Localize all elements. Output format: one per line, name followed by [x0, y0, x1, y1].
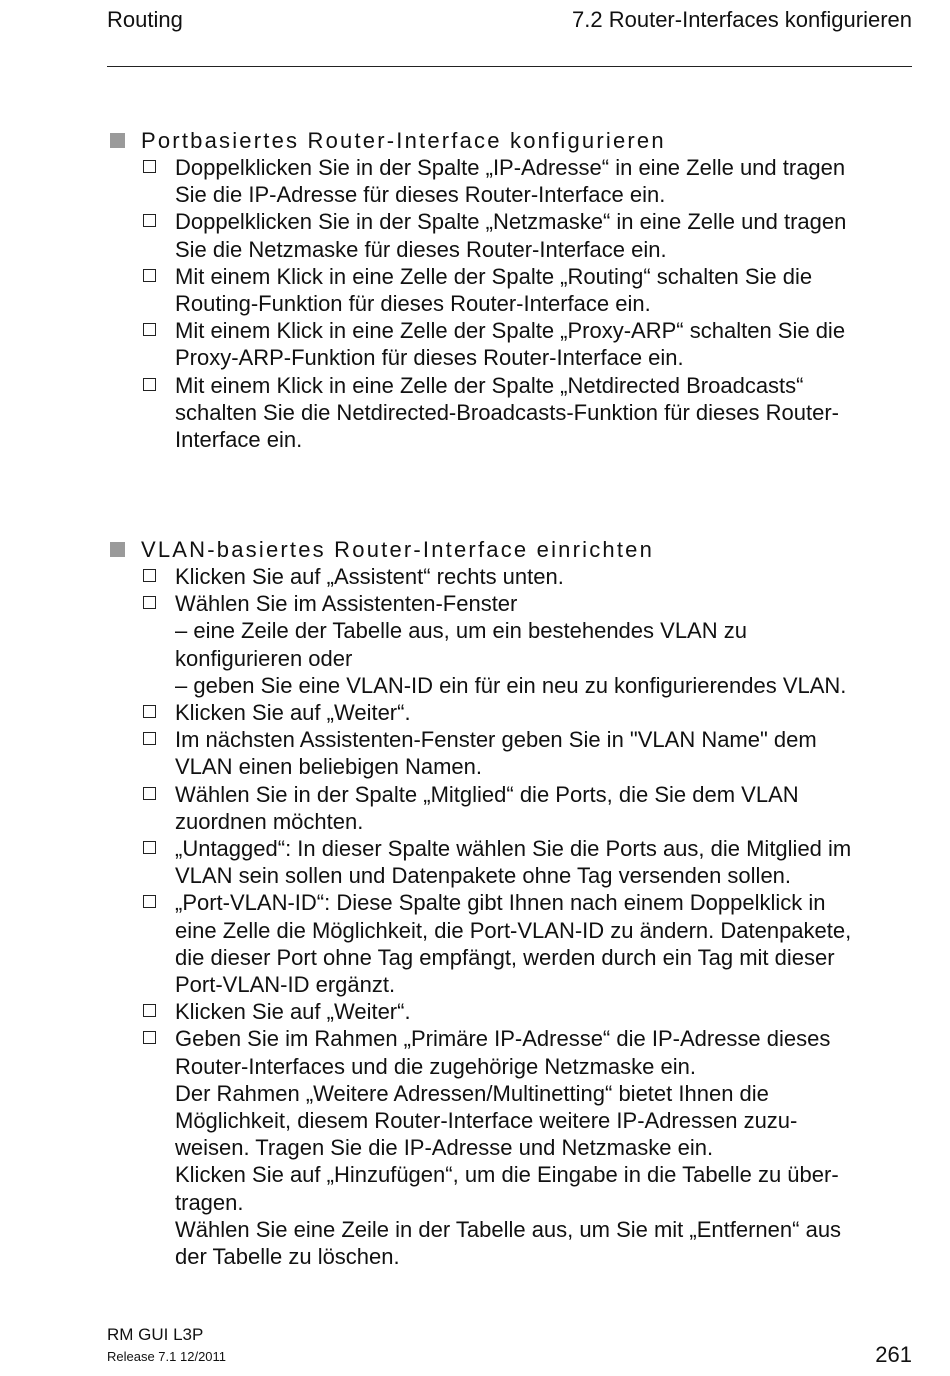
step-item [110, 590, 915, 699]
step-text-line: Doppelklicken Sie in der Spalte „IP-Adresse“ in eine Zelle und tragen [175, 155, 846, 180]
checkbox-bullet-icon [143, 596, 156, 609]
step-text-line: Sie die IP-Adresse für dieses Router-Interface ein. [175, 182, 666, 208]
step-text-line: „Untagged“: In dieser Spalte wählen Sie die Ports aus, die Mitglied im [175, 836, 852, 862]
checkbox-bullet-icon [143, 160, 156, 173]
step-text-line: Wählen Sie eine Zeile in der Tabelle aus, um Sie mit „Entfernen“ aus [175, 1216, 842, 1242]
step-text-line: tragen. [175, 1189, 244, 1215]
step-text-line: eine Zelle die Möglichkeit, die Port-VLAN-ID zu ändern. Datenpakete, [175, 917, 852, 943]
section-bullet-square-icon [110, 133, 125, 148]
step-text-line: Mit einem Klick in eine Zelle der Spalte „Proxy-ARP“ schalten Sie die [175, 318, 846, 344]
step-item [110, 998, 915, 1025]
checkbox-bullet-icon [143, 214, 156, 227]
step-item [110, 835, 915, 889]
step-text-line: Mit einem Klick in eine Zelle der Spalte „Routing“ schalten Sie die [175, 263, 813, 289]
step-item [110, 1025, 915, 1270]
checkbox-bullet-icon [143, 569, 156, 582]
section-port-based [110, 127, 915, 453]
step-text-line: der Tabelle zu löschen. [175, 1244, 400, 1270]
step-text-line: Routing-Funktion für dieses Router-Interface ein. [175, 291, 651, 317]
checkbox-bullet-icon [143, 269, 156, 282]
step-text-line: Klicken Sie auf „Weiter“. [175, 999, 411, 1025]
section-heading [110, 536, 915, 563]
step-text-line: VLAN sein sollen und Datenpakete ohne Tag versenden sollen. [175, 863, 792, 889]
step-text-line: Proxy-ARP-Funktion für dieses Router-Interface ein. [175, 345, 684, 371]
running-header-section: 7.2 Router-Interfaces konfigurieren [572, 7, 912, 32]
step-text-line: Interface ein. [175, 427, 303, 453]
step-text-line: Möglichkeit, diesem Router-Interface weitere IP-Adressen zuzu- [175, 1108, 798, 1134]
step-text-line: Klicken Sie auf „Weiter“. [175, 700, 411, 726]
section-heading [110, 127, 915, 154]
step-text-line: weisen. Tragen Sie die IP-Adresse und Netzmaske ein. [175, 1135, 714, 1161]
step-text-line: Klicken Sie auf „Hinzufügen“, um die Eingabe in die Tabelle zu über- [175, 1162, 839, 1188]
footer-document-name: RM GUI L3P [107, 1325, 204, 1344]
checkbox-bullet-icon [143, 841, 156, 854]
step-item [110, 563, 915, 590]
checkbox-bullet-icon [143, 1031, 156, 1044]
step-item [110, 889, 915, 998]
checkbox-bullet-icon [143, 732, 156, 745]
checkbox-bullet-icon [143, 705, 156, 718]
section-title: Portbasiertes Router-Interface konfigurieren [141, 128, 666, 153]
checkbox-bullet-icon [143, 1004, 156, 1017]
checkbox-bullet-icon [143, 895, 156, 908]
step-text-line: zuordnen möchten. [175, 808, 364, 834]
step-item [110, 317, 915, 371]
step-text-line: Klicken Sie auf „Assistent“ rechts unten. [175, 564, 564, 589]
step-text-line: Wählen Sie im Assistenten-Fenster [175, 591, 518, 617]
step-text-line: Router-Interfaces und die zugehörige Netzmaske ein. [175, 1053, 696, 1079]
step-text-line: Mit einem Klick in eine Zelle der Spalte „Netdirected Broadcasts“ [175, 372, 804, 398]
section-bullet-square-icon [110, 542, 125, 557]
step-item [110, 781, 915, 835]
step-text-line: Im nächsten Assistenten-Fenster geben Sie in "VLAN Name" dem [175, 727, 817, 753]
step-item [110, 372, 915, 454]
step-item [110, 263, 915, 317]
step-text-line: Port-VLAN-ID ergänzt. [175, 972, 396, 998]
step-text-line: Der Rahmen „Weitere Adressen/Multinetting“ bietet Ihnen die [175, 1080, 769, 1106]
step-item [110, 154, 915, 208]
step-text-line: VLAN einen beliebigen Namen. [175, 754, 482, 780]
step-text-line: schalten Sie die Netdirected-Broadcasts-Funktion für dieses Router- [175, 399, 839, 425]
step-text-line: die dieser Port ohne Tag empfängt, werden durch ein Tag mit dieser [175, 944, 835, 970]
section-title: VLAN-basiertes Router-Interface einrichten [141, 537, 655, 562]
step-text-line: Geben Sie im Rahmen „Primäre IP-Adresse“ die IP-Adresse dieses [175, 1026, 831, 1052]
section-vlan-based [110, 536, 915, 1270]
checkbox-bullet-icon [143, 323, 156, 336]
header-divider [107, 66, 912, 67]
step-text-line: „Port-VLAN-ID“: Diese Spalte gibt Ihnen nach einem Doppelklick in [175, 890, 826, 916]
checkbox-bullet-icon [143, 787, 156, 800]
step-text-line: Doppelklicken Sie in der Spalte „Netzmaske“ in eine Zelle und tragen [175, 209, 847, 235]
page-number: 261 [875, 1342, 912, 1367]
step-item [110, 208, 915, 262]
checkbox-bullet-icon [143, 378, 156, 391]
running-header-chapter: Routing [107, 7, 183, 32]
step-text-line: Sie die Netzmaske für dieses Router-Interface ein. [175, 236, 667, 262]
footer-release: Release 7.1 12/2011 [107, 1349, 227, 1364]
step-item [110, 726, 915, 780]
step-text-line: – eine Zeile der Tabelle aus, um ein bestehendes VLAN zu [175, 618, 747, 644]
step-text-line: konfigurieren oder [175, 645, 353, 671]
step-text-line: Wählen Sie in der Spalte „Mitglied“ die Ports, die Sie dem VLAN [175, 781, 799, 807]
step-item [110, 699, 915, 726]
step-text-line: – geben Sie eine VLAN-ID ein für ein neu zu konfigurierendes VLAN. [175, 672, 847, 698]
